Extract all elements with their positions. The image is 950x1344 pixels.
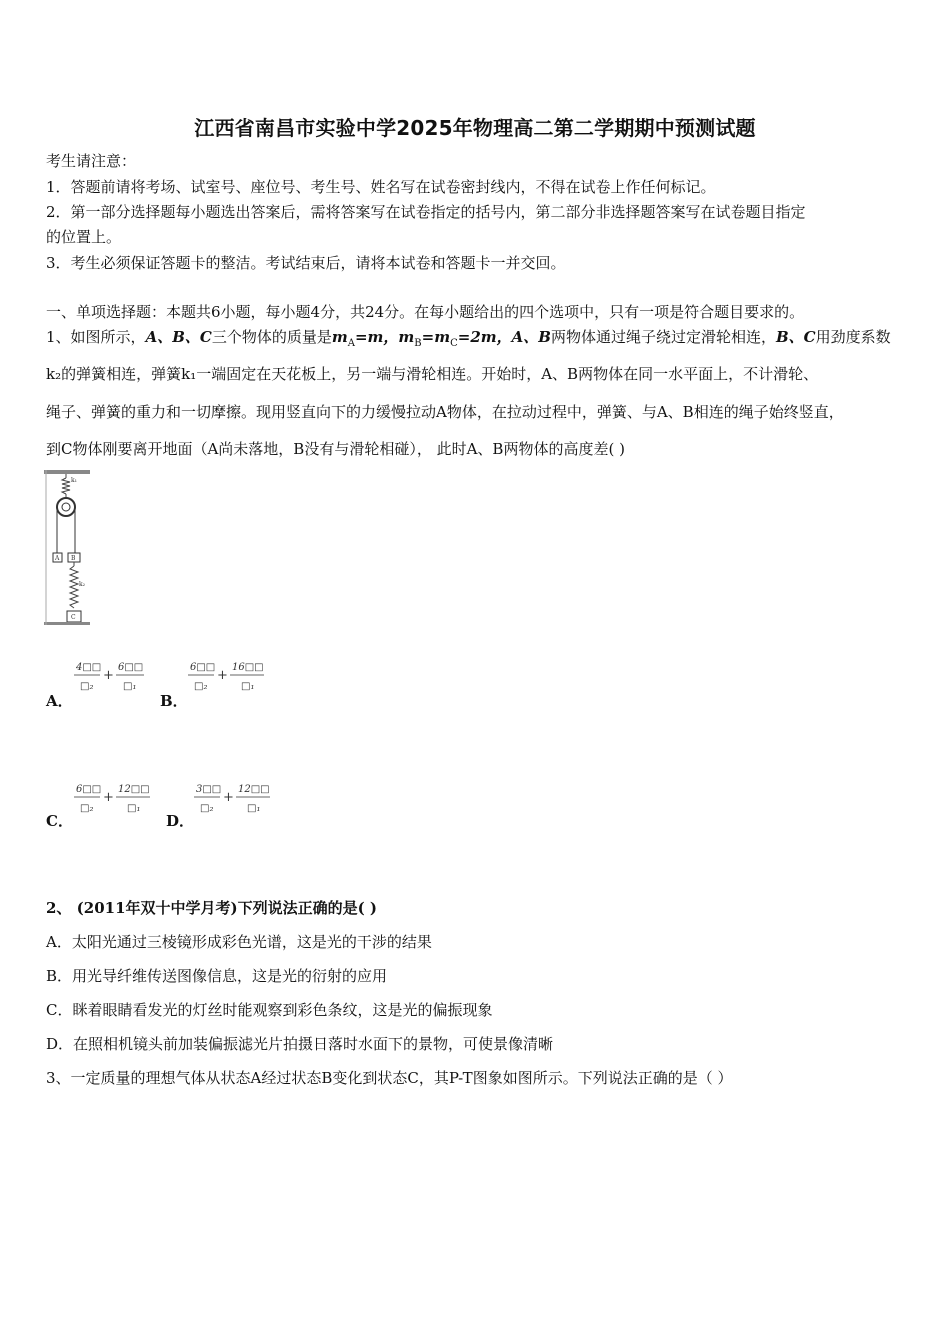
q1-text-f: =m， [354, 328, 399, 346]
q1-text-i: =m [421, 328, 451, 346]
q1-text-j: C [450, 338, 458, 349]
opt-c-num1: 6□□ [76, 784, 102, 795]
opt-a-den2: □₁ [123, 681, 137, 692]
section1-heading: 一、单项选择题：本题共6小题，每小题4分，共24分。在每小题给出的四个选项中，只有一项是符合题目要求的。 [46, 303, 805, 321]
label-a: A [55, 555, 60, 562]
q2-option-b[interactable]: B．用光导纤维传送图像信息，这是光的衍射的应用 [46, 967, 388, 985]
ceiling [44, 470, 90, 474]
q2-stem: 2、 (2011年双十中学月考)下列说法正确的是( ) [46, 899, 378, 917]
q1-text-l: A、B [511, 328, 551, 346]
exam-title: 江西省南昌市实验中学2025年物理高二第二学期期中预测试题 [194, 116, 756, 140]
pulley [57, 498, 75, 516]
q1-text-k: =2m， [457, 328, 512, 346]
ground [44, 622, 90, 625]
label-k1: k₁ [71, 477, 78, 484]
q1-option-b-expression[interactable] [186, 658, 268, 698]
notice-item-2-cont: 的位置上。 [46, 228, 122, 246]
q1-text-n: B、C [775, 328, 816, 346]
spring-k2 [70, 566, 78, 608]
q1-line-3: 绳子、弹簧的重力和一切摩擦。现用竖直向下的力缓慢拉动A物体，在拉动过程中，弹簧、与A、B相连的绳子始终竖直， [46, 403, 844, 421]
opt-d-num2: 12□□ [238, 784, 270, 795]
opt-d-den2: □₁ [247, 803, 261, 814]
q1-text-a: 如图所示， [70, 328, 146, 346]
q2-option-d[interactable]: D．在照相机镜头前加装偏振滤光片拍摄日落时水面下的景物，可使景像清晰 [46, 1035, 554, 1053]
opt-a-den1: □₂ [80, 681, 94, 692]
q1-option-a-label[interactable]: A． [46, 692, 73, 710]
opt-c-den2: □₁ [127, 803, 141, 814]
q1-text-m: 两物体通过绳子绕过定滑轮相连， [550, 328, 776, 346]
opt-c-num2: 12□□ [118, 784, 150, 795]
label-c: C [71, 614, 76, 621]
opt-c-den1: □₂ [80, 803, 94, 814]
q1-number: 1、 [46, 328, 71, 346]
notice-item-1: 1．答题前请将考场、试室号、座位号、考生号、姓名写在试卷密封线内，不得在试卷上作任何标记。 [46, 178, 716, 196]
opt-b-num1: 6□□ [190, 662, 216, 673]
q1-line-1 [46, 327, 891, 354]
q2-option-a[interactable]: A．太阳光通过三棱镜形成彩色光谱，这是光的干涉的结果 [46, 933, 432, 951]
opt-b-plus: + [217, 668, 228, 683]
q1-option-c-label[interactable]: C． [46, 812, 73, 830]
q1-option-d-expression[interactable] [192, 780, 274, 820]
opt-c-plus: + [103, 790, 114, 805]
q1-line-4: 到C物体刚要离开地面（A尚未落地，B没有与滑轮相碰）， 此时A、B两物体的高度差( ) [46, 440, 625, 458]
label-k2: k₂ [79, 581, 86, 588]
q1-text-c: 三个物体的质量是 [211, 328, 332, 346]
q1-option-d-label[interactable]: D． [166, 812, 195, 830]
q1-text-o: 用劲度系数 [815, 328, 891, 346]
notice-item-2: 2．第一部分选择题每小题选出答案后，需将答案写在试卷指定的括号内，第二部分非选择题答案写在试卷题目指定 [46, 203, 806, 221]
q1-text-d: m [331, 328, 348, 346]
opt-a-num1: 4□□ [76, 662, 102, 673]
label-b: B [71, 555, 76, 562]
opt-d-plus: + [223, 790, 234, 805]
opt-a-plus: + [103, 668, 114, 683]
opt-d-den1: □₂ [200, 803, 214, 814]
q2-option-c[interactable]: C．眯着眼睛看发光的灯丝时能观察到彩色条纹，这是光的偏振现象 [46, 1001, 493, 1019]
notice-item-3: 3．考生必须保证答题卡的整洁。考试结束后，请将本试卷和答题卡一并交回。 [46, 254, 566, 272]
opt-d-num1: 3□□ [196, 784, 222, 795]
q3-stem: 3、一定质量的理想气体从状态A经过状态B变化到状态C，其P-T图象如图所示。下列说法正确的是（ ） [46, 1069, 733, 1087]
opt-a-num2: 6□□ [118, 662, 144, 673]
q1-option-a-expression[interactable] [72, 658, 152, 698]
notice-heading: 考生请注意： [46, 152, 137, 170]
q1-option-b-label[interactable]: B． [160, 692, 188, 710]
q1-pulley-figure [44, 470, 94, 630]
q1-text-b: A、B、C [145, 328, 212, 346]
opt-b-den1: □₂ [194, 681, 208, 692]
q1-text-h: B [414, 338, 422, 349]
q1-option-c-expression[interactable] [72, 780, 154, 820]
spring-k1 [62, 478, 70, 494]
q1-text-e: A [347, 338, 355, 349]
opt-b-den2: □₁ [241, 681, 255, 692]
opt-b-num2: 16□□ [232, 662, 264, 673]
q1-line-2: k₂的弹簧相连，弹簧k₁一端固定在天花板上，另一端与滑轮相连。开始时，A、B两物体在同一水平面上，不计滑轮、 [46, 365, 819, 383]
q1-text-g: m [398, 328, 415, 346]
